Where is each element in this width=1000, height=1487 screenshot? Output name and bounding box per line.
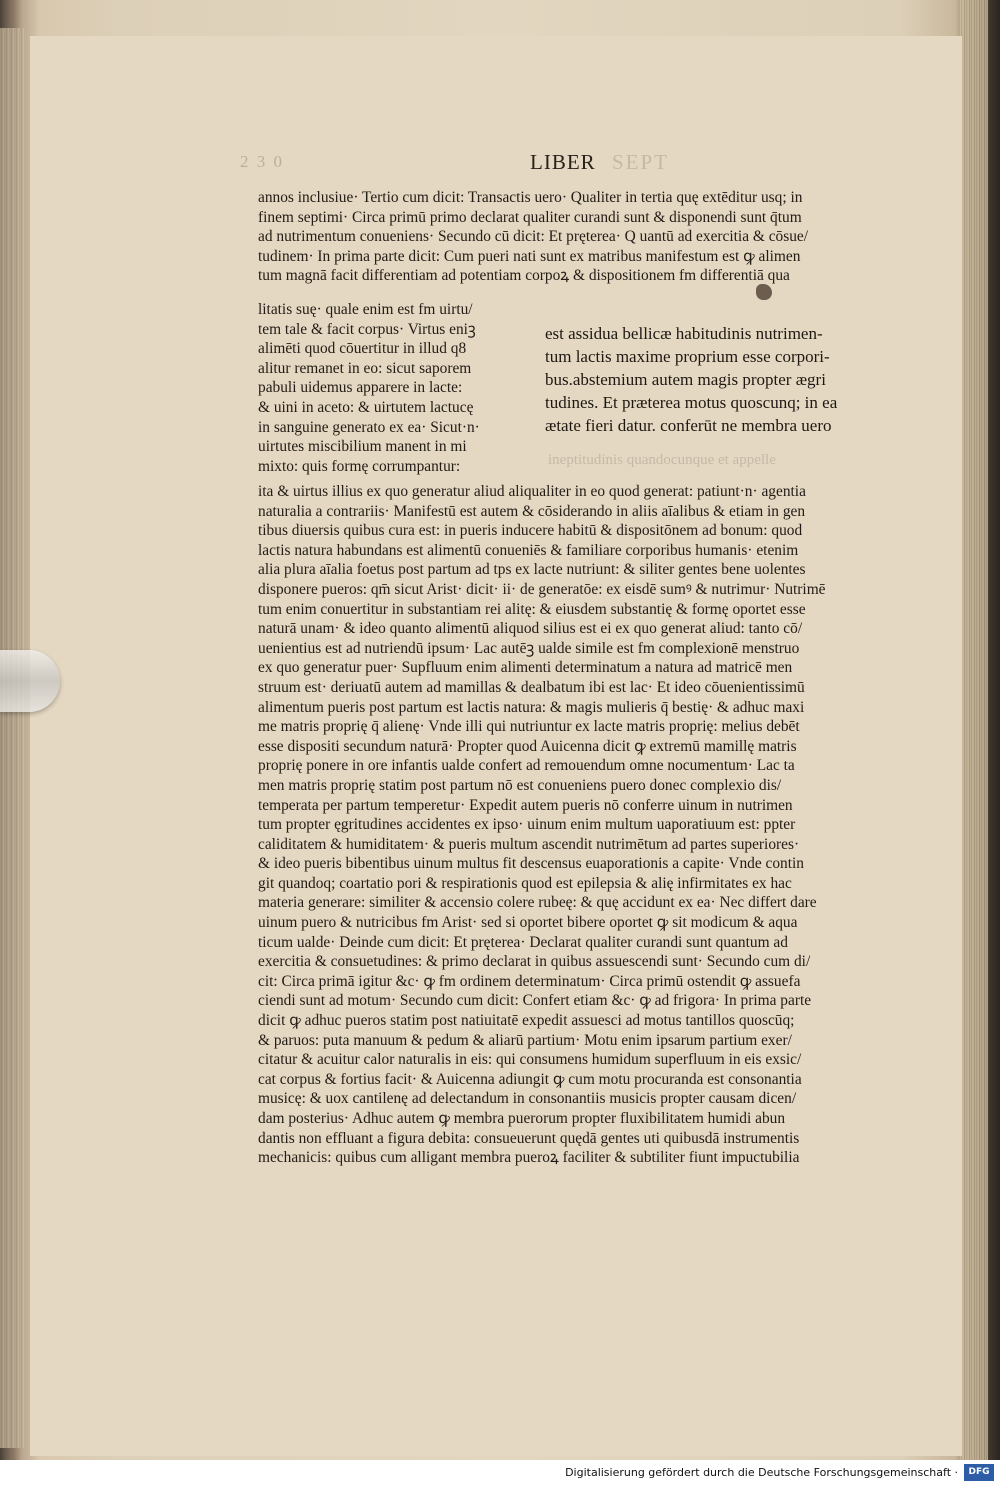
running-head: LIBER: [530, 150, 596, 174]
text-line: uirtutes miscibilium manent in mi: [258, 438, 467, 456]
text-line: ciendi sunt ad motum· Secundo cum dicit: Confert etiam &c· ꝙ ad frigora· In prima parte: [258, 992, 812, 1010]
text-line: naturalia a contrariis· Manifestū est autem & cōsiderando in aliis aīalibus & etiam in gen: [258, 502, 806, 520]
text-line: pabuli uidemus apparere in lacte:: [258, 379, 463, 397]
text-line: mechanicis: quibus cum alligant membra pueroꝝ faciliter & subtiliter fiunt impuctubilia: [258, 1149, 800, 1167]
text-line: alia plura aīalia foetus post partum ad tps ex lacte nutriunt: & siliter gentes bene uolentes: [258, 561, 806, 579]
text-line: finem septimi· Circa primū primo declarat qualiter curandi sunt & disponendi sunt q̄tum: [258, 208, 802, 226]
show-through-head: SEPT: [612, 150, 670, 174]
inset-line: tudines. Et præterea motus quoscunq; in ea: [545, 393, 838, 412]
text-line: naturā unam· & ideo quanto alimentū aliquod silius est ei ex quo generat aliud: tanto cō/: [258, 620, 803, 638]
right-page-edges: [960, 0, 988, 1460]
text-line: men matris proprię statim post partum nō est conueniens puero donec complexio dis/: [258, 776, 782, 794]
text-line: & ideo pueris bibentibus uinum multus fit descensus euaporationis a capite· Vnde contin: [258, 855, 804, 873]
text-line: ex quo generatur puer· Supfluum enim alimenti determinatum a natura ad matricē men: [258, 659, 793, 677]
text-line: musicę: & uox cantilenę ad delectandum in consonantiis musicis propter causam dicen/: [258, 1090, 797, 1108]
text-line: me matris proprię q̄ alienę· Vnde illi qui nutriuntur ex lacte matris proprię: melius debēt: [258, 718, 800, 736]
text-line: alitur remanet in eo: sicut saporem: [258, 359, 472, 377]
text-line: tem tale & facit corpus· Virtus eniꝫ: [258, 320, 476, 338]
text-line: tum enim conuertitur in substantiam rei alitę: & eiusdem substantię & formę oportet esse: [258, 600, 806, 618]
text-line: git quandoq; coartatio pori & respirationis quod est epilepsia & alię infirmitates ex hac: [258, 874, 792, 892]
text-line: struum est· deriuatū autem ad mamillas & dealbatum ibi est lac· Et ideo cōuenientissimū: [258, 678, 805, 696]
text-line: uenientius est ad nutriendū ipsum· Lac autēꝫ ualde simile est fm complexionē menstruo: [258, 639, 800, 657]
inset-line: bus.abstemium autem magis propter ægri: [545, 370, 826, 389]
text-line: dam posterius· Adhuc autem ꝙ membra puerorum propter fluxibilitatem humidi abun: [258, 1110, 786, 1127]
text-line: tum magnā facit differentiam ad potentiam corpoꝝ & dispositionem fm differentiā qua: [258, 267, 790, 285]
inset-line: ætate fieri datur. conferūt ne membra uero: [545, 416, 832, 435]
text-line: citatur & acuitur calor naturalis in eis: qui consumens humidum superfluum in eis exsic/: [258, 1051, 802, 1069]
body-text-left-column: [258, 300, 540, 476]
text-line: ad nutrimentum conueniens· Secundo cū dicit: Et pręterea· Q uantū ad exercitia & cōsue/: [258, 228, 809, 246]
viewer-footer: [0, 1460, 1000, 1487]
text-line: litatis suę· quale enim est fm uirtu/: [258, 301, 473, 318]
text-line: tibus diuersis quibus cura est: in pueris inducere habitū & dispositōnem ad bonum: quod: [258, 522, 803, 540]
body-text-top: [258, 188, 906, 286]
dfg-logo: DFG: [964, 1464, 994, 1481]
text-line: lactis natura habundans est alimentū conueniēs & familiare corporibus humanis· etenim: [258, 541, 799, 559]
text-line: temperata per partum temperetur· Expedit autem pueris nō conferre uinum in nutrimen: [258, 796, 793, 814]
text-line: cit: Circa primā igitur &c· ꝙ fm ordinem determinatum· Circa primū ostendit ꝙ assuefa: [258, 972, 801, 990]
text-line: & uini in aceto: & uirtutem lactucę: [258, 398, 474, 416]
digitization-credit: Digitalisierung gefördert durch die Deutsche Forschungsgemeinschaft ·: [565, 1466, 958, 1479]
text-line: tum propter ęgritudines accidentes ex ipso· uinum enim multum uaporatiuum est: ppter: [258, 816, 796, 834]
text-line: tudinem· In prima parte dicit: Cum pueri nati sunt ex matribus manifestum est ꝙ alimen: [258, 247, 801, 265]
text-line: mixto: quis formę corrumpantur:: [258, 457, 461, 475]
text-line: alimēti quod cōuertitur in illud q8: [258, 340, 467, 358]
bookmark-clip: [0, 650, 60, 712]
ink-blot: [756, 284, 772, 300]
text-line: ticum ualde· Deinde cum dicit: Et pręterea· Declarat qualiter curandi sunt quantum ad: [258, 933, 788, 951]
text-line: dicit ꝙ adhuc pueros statim post natiuitatē expedit assuesci ad motus tantillos quoscūq;: [258, 1012, 795, 1030]
inset-line: est assidua bellicæ habitudinis nutrimen-: [545, 324, 823, 343]
text-line: dantis non effluant a figura debita: consueuerunt quędā gentes uti quibusdā instrumentis: [258, 1129, 800, 1147]
text-line: in sanguine generato ex ea· Sicut·n·: [258, 418, 480, 436]
show-through-folio: 2 3 0: [240, 152, 284, 171]
pasted-inset-text: [545, 322, 907, 437]
text-line: alimentum pueris post partum est lactis natura: & magis mulieris q̄ bestię· & adhuc maxi: [258, 698, 805, 716]
text-line: uinum puero & nutricibus fm Arist· sed si oportet bibere oportet ꝙ sit modicum & aqua: [258, 914, 798, 932]
text-line: caliditatem & humiditatem· & pueris multum ascendit nutrimētum ad partes superiores·: [258, 835, 800, 853]
inset-show-through-text: ineptitudinis quandocunque et appelle: [548, 452, 776, 468]
text-line: esse dispositi secundum naturā· Propter quod Auicenna dicit ꝙ extremū mamillę matris: [258, 737, 797, 755]
text-line: exercitia & consuetudines: & primo declarat in quibus assuescendi sunt· Secundo cum di/: [258, 953, 811, 971]
text-line: materia generare: similiter & accensio colere rubeę: & quę accidunt ex ea· Nec differt dare: [258, 894, 817, 912]
text-line: disponere pueros: qm̄ sicut Arist· dicit· ii· de generatōe: ex eisdē sumꝰ & nutrimur· Nutrimē: [258, 580, 826, 598]
text-line: & paruos: puta manuum & pedum & aliarū partium· Motu enim ipsarum partium exer/: [258, 1031, 792, 1049]
text-line: annos inclusiue· Tertio cum dicit: Transactis uero· Qualiter in tertia quę extēditur usq; in: [258, 189, 803, 206]
text-line: ita & uirtus illius ex quo generatur aliud aliqualiter in eo quod generat: patiunt·n· agentia: [258, 483, 806, 500]
left-page-edges: [0, 28, 26, 1448]
body-text-main: [258, 482, 906, 1168]
inset-line: tum lactis maxime proprium esse corpori-: [545, 347, 830, 366]
text-line: proprię ponere in ore infantis ualde confert ad remouendum omne nocumentum· Lac ta: [258, 757, 795, 775]
text-line: cat corpus & fortius facit· & Auicenna adiungit ꝙ cum motu procuranda est consonantia: [258, 1070, 802, 1088]
